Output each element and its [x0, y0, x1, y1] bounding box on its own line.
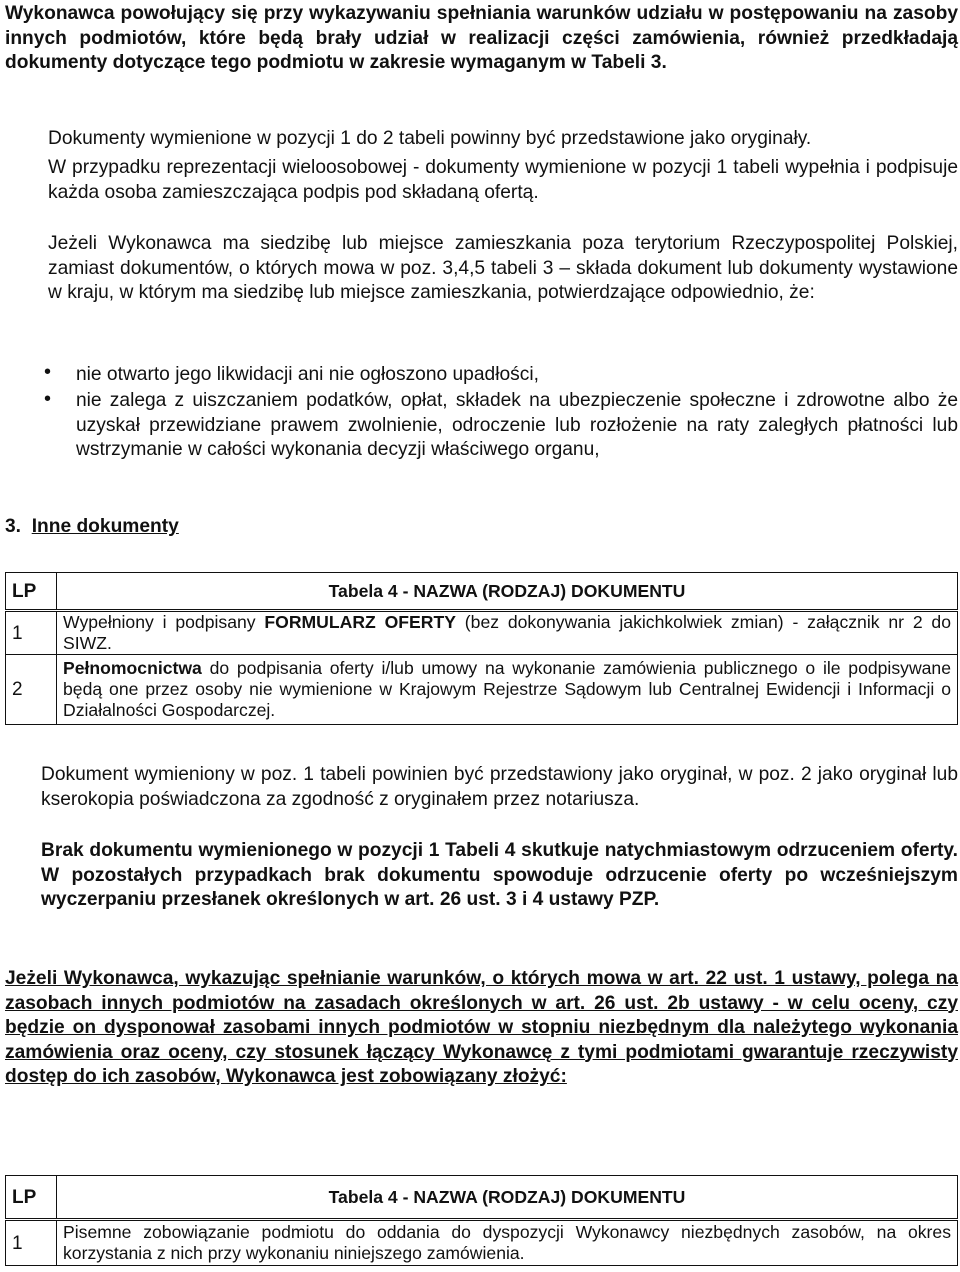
table-header-lp: LP: [6, 1176, 57, 1220]
section-title: Inne dokumenty: [31, 516, 179, 537]
table-row: [6, 611, 958, 655]
power-of-attorney-label: Pełnomocnictwa: [63, 658, 202, 678]
table-row: [6, 655, 958, 725]
top-paragraph: Wykonawca powołujący się przy wykazywaniu spełniania warunków udziału w postępowaniu na zasoby innych podmiotów, które będą brały udział w realizacji części zamówienia, również przedkładają dokumenty dotyczące tego podmiotu w zakresie wymaganym w Tabeli 3.: [5, 3, 958, 73]
bullet-2-icon: •: [44, 388, 52, 410]
paragraph-multi-representation: W przypadku reprezentacji wieloosobowej - dokumenty wymienione w pozycji 1 tabeli wypełnia i podpisuje każda osoba zamieszczająca podpis pod składaną ofertą.: [48, 157, 958, 203]
table-header-lp: LP: [6, 573, 57, 611]
form-name: FORMULARZ OFERTY: [264, 612, 456, 632]
paragraph-missing-document: Brak dokumentu wymienionego w pozycji 1 Tabeli 4 skutkuje natychmiastowym odrzuceniem oferty. W pozostałych przypadkach brak dokumentu spowoduje odrzucenie oferty po wcześniejszym wyczerpaniu przesłanek określonych w art. 26 ust. 3 i 4 ustawy PZP.: [41, 840, 958, 910]
table-header-row: [6, 573, 958, 611]
bullet-item-2: nie zalega z uiszczaniem podatków, opłat, składek na ubezpieczenie społeczne i zdrowotne albo że uzyskał przewidziane prawem zwolnienie, odroczenie lub rozłożenie na raty zaległych płatności lub wstrzymanie w całości wykonania decyzji właściwego organu,: [76, 390, 958, 460]
table-cell-lp: 2: [6, 655, 57, 725]
paragraph-foreign-contractor: Jeżeli Wykonawca ma siedzibę lub miejsce zamieszkania poza terytorium Rzeczypospolitej Polskiej, zamiast dokumentów, o których mowa w poz. 3,4,5 tabeli 3 – składa dokument lub dokumenty wystawione w kraju, w którym ma siedzibę lub miejsce zamieszkania, potwierdzające odpowiednio, że:: [48, 233, 958, 303]
table-cell-content: Pisemne zobowiązanie podmiotu do oddania do dyspozycji Wykonawcy niezbędnych zasobów, na okres korzystania z nich przy wykonaniu niniejszego zamówienia.: [57, 1220, 958, 1266]
bullet-1-icon: •: [44, 361, 52, 383]
paragraph-originals: Dokumenty wymienione w pozycji 1 do 2 tabeli powinny być przedstawione jako oryginały.: [48, 128, 812, 149]
table-cell-lp: 1: [6, 1220, 57, 1266]
table-row: [6, 1220, 958, 1266]
section-number: 3.: [5, 516, 22, 537]
table-header-row: [6, 1176, 958, 1220]
table-header-title: Tabela 4 - NAZWA (RODZAJ) DOKUMENTU: [57, 1176, 958, 1220]
paragraph-other-resources: Jeżeli Wykonawca, wykazując spełnianie warunków, o których mowa w art. 22 ust. 1 ustawy, polega na zasobach innych podmiotów na zasadach określonych w art. 26 ust. 2b ustawy - w celu oceny, czy będzie on dysponował zasobami innych podmiotów w stopniu niezbędnym dla należytego wykonania zamówienia oraz oceny, czy stosunek łączący Wykonawcę z tymi podmiotami gwarantuje rzeczywisty dostęp do ich zasobów, Wykonawca jest zobowiązany złożyć:: [5, 968, 958, 1087]
table-cell-lp: 1: [6, 611, 57, 655]
bullet-item-1: nie otwarto jego likwidacji ani nie ogłoszono upadłości,: [76, 364, 539, 385]
table-cell-content: Wypełniony i podpisany FORMULARZ OFERTY (bez dokonywania jakichkolwiek zmian) - załącznik nr 2 do SIWZ.: [57, 611, 958, 655]
section-heading: [5, 516, 179, 538]
table-header-title: Tabela 4 - NAZWA (RODZAJ) DOKUMENTU: [57, 573, 958, 611]
resources-table: [5, 1175, 958, 1266]
documents-table: [5, 572, 958, 725]
paragraph-document-original: Dokument wymieniony w poz. 1 tabeli powinien być przedstawiony jako oryginał, w poz. 2 jako oryginał lub kserokopia poświadczona za zgodność z oryginałem przez notariusza.: [41, 764, 958, 810]
table-cell-content: Pełnomocnictwa do podpisania oferty i/lub umowy na wykonanie zamówienia publicznego o ile podpisywane będą one przez osoby nie wymienione w Krajowym Rejestrze Sądowym lub Centralnej Ewidencji i Informacji o Działalności Gospodarczej.: [57, 655, 958, 725]
